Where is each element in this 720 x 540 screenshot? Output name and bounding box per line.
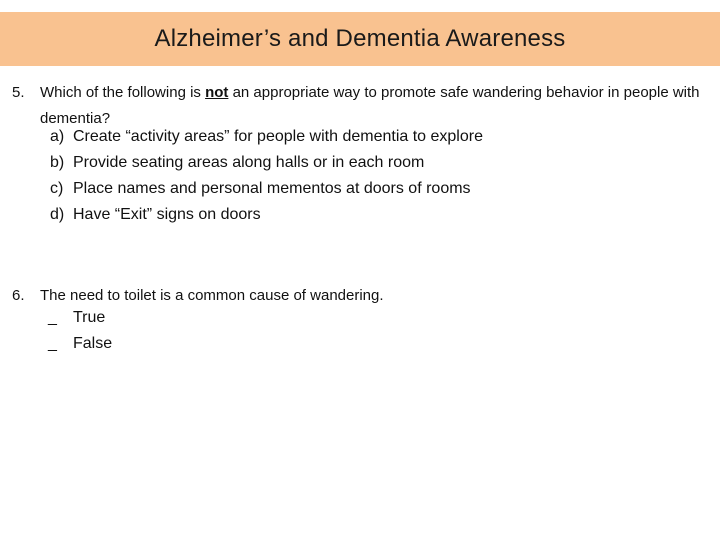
question-emphasis: not: [205, 84, 229, 101]
question-number: 5.: [12, 84, 25, 101]
title-bar: [0, 12, 720, 66]
option-letter: d): [50, 206, 65, 223]
answer-blank: _: [48, 335, 57, 352]
slide-title: Alzheimer’s and Dementia Awareness: [154, 25, 566, 52]
option-text: True: [73, 309, 106, 326]
answer-blank: _: [48, 309, 57, 326]
option-letter: a): [50, 128, 65, 145]
question-text-end: an appropriate way to promote safe wandering behavior in people with dementia?: [40, 84, 700, 127]
option-text: Place names and personal mementos at doors of rooms: [73, 180, 471, 197]
option-text: Have “Exit” signs on doors: [73, 206, 261, 223]
option-text: Provide seating areas along halls or in each room: [73, 154, 425, 171]
option-text: Create “activity areas” for people with dementia to explore: [73, 128, 483, 145]
option-letter: c): [50, 180, 64, 197]
question-text: [40, 80, 700, 132]
question-text-start: Which of the following is: [40, 84, 206, 101]
option-text: False: [73, 335, 113, 352]
option-letter: b): [50, 154, 65, 171]
question-text: The need to toilet is a common cause of wandering.: [40, 287, 384, 304]
question-number: 6.: [12, 287, 25, 304]
